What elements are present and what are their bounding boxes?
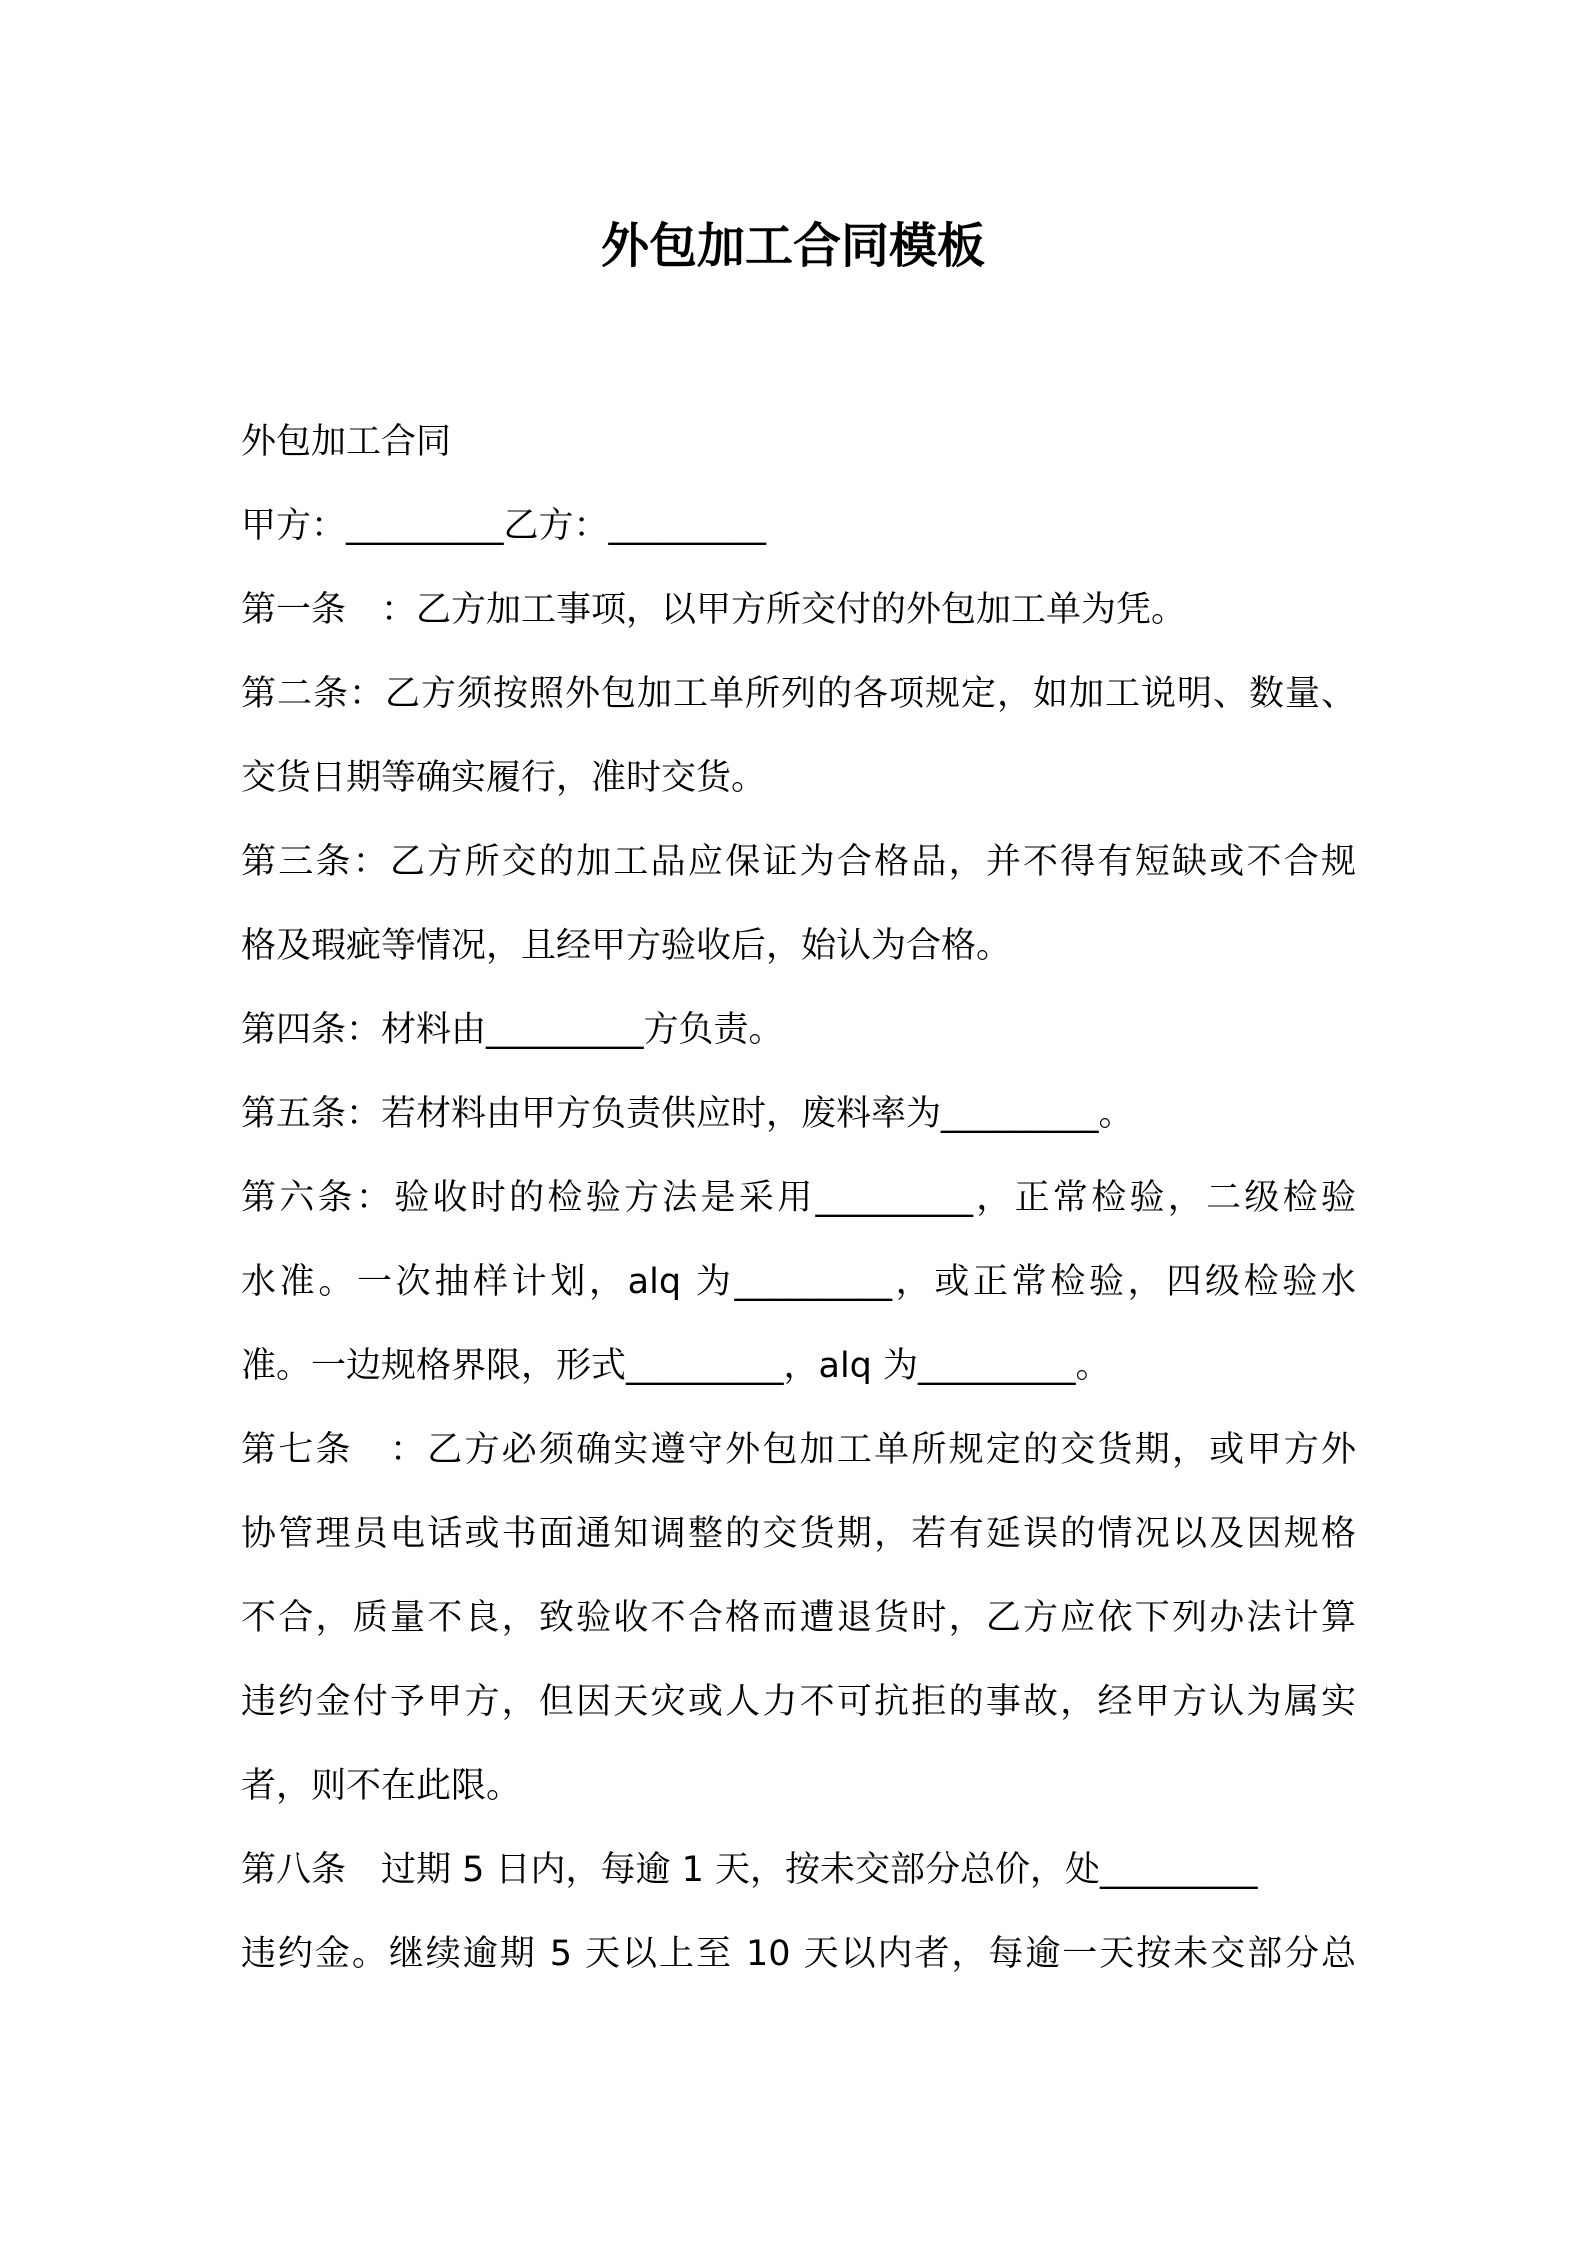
document-title: 外包加工合同模板 (600, 218, 985, 274)
article-6-line-2: 水准。一次抽样计划，alq 为_________，或正常检验，四级检验水 (241, 1262, 1356, 1302)
article-2-line-1: 第二条：乙方须按照外包加工单所列的各项规定，如加工说明、数量、 (241, 674, 1356, 714)
article-7-line-3: 不合，质量不良，致验收不合格而遭退货时，乙方应依下列办法计算 (241, 1598, 1356, 1638)
article-3-line-2: 格及瑕疵等情况，且经甲方验收后，始认为合格。 (241, 926, 1012, 966)
article-2-line-2: 交货日期等确实履行，准时交货。 (241, 758, 767, 798)
article-4: 第四条：材料由_________方负责。 (241, 1010, 784, 1050)
article-3-line-1: 第三条：乙方所交的加工品应保证为合格品，并不得有短缺或不合规 (241, 842, 1356, 882)
article-6-line-3: 准。一边规格界限，形式_________，alq 为_________。 (241, 1346, 1111, 1386)
article-5: 第五条：若材料由甲方负责供应时，废料率为_________。 (241, 1094, 1134, 1134)
article-7-line-5: 者，则不在此限。 (241, 1766, 522, 1806)
article-7-line-1: 第七条 ：乙方必须确实遵守外包加工单所规定的交货期，或甲方外 (241, 1430, 1356, 1470)
article-1: 第一条 ：乙方加工事项，以甲方所交付的外包加工单为凭。 (241, 590, 1187, 630)
contract-body (241, 400, 1356, 1996)
article-7-line-2: 协管理员电话或书面通知调整的交货期，若有延误的情况以及因规格 (241, 1514, 1356, 1554)
article-7-line-4: 违约金付予甲方，但因天灾或人力不可抗拒的事故，经甲方认为属实 (241, 1682, 1356, 1722)
parties-line: 甲方：_________乙方：_________ (241, 506, 767, 546)
section-heading: 外包加工合同 (241, 422, 452, 462)
article-6-line-1: 第六条：验收时的检验方法是采用_________，正常检验，二级检验 (241, 1178, 1356, 1218)
article-8-line-2: 违约金。继续逾期 5 天以上至 10 天以内者，每逾一天按未交部分总 (241, 1934, 1356, 1974)
article-8-line-1: 第八条 过期 5 日内，每逾 1 天，按未交部分总价，处_________ (241, 1850, 1258, 1890)
